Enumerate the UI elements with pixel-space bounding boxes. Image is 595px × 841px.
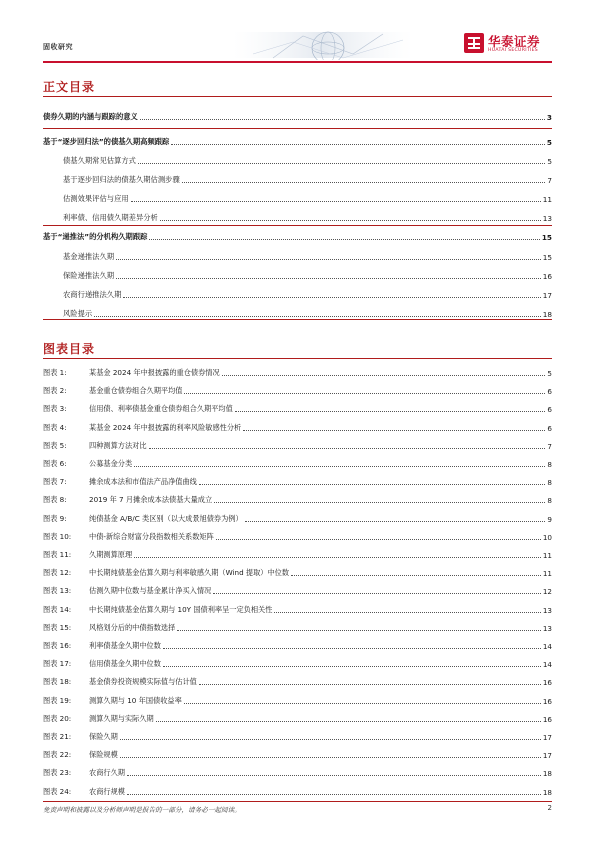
figure-entry-text: 保险规模 <box>89 750 118 760</box>
toc-entry-text: 债基久期常见估算方式 <box>63 156 136 165</box>
report-category-tag: 固收研究 <box>43 43 73 51</box>
figure-dot-leader <box>156 721 541 722</box>
figure-entry-page: 9 <box>547 514 552 524</box>
figure-dot-leader <box>199 684 541 685</box>
toc-dot-leader <box>138 163 545 164</box>
figure-entry-text: 中债-新综合财富分段指数相关系数矩阵 <box>89 531 214 541</box>
toc-entry-page: 18 <box>542 310 552 319</box>
huatai-logo-icon <box>464 33 484 53</box>
toc-dot-leader <box>123 297 540 298</box>
logo-chinese-name: 华泰证券 <box>488 34 541 49</box>
figure-entry-label: 图表 17: <box>43 659 72 669</box>
figure-dot-leader <box>120 757 541 758</box>
disclaimer-note: 免责声明和披露以及分析师声明是报告的一部分，请务必一起阅读。 <box>43 806 241 814</box>
toc-dot-leader <box>131 201 541 202</box>
figure-entry[interactable] <box>43 366 552 378</box>
figure-entry[interactable] <box>43 421 552 433</box>
toc-entry[interactable] <box>43 135 552 147</box>
figure-entry-label: 图表 2: <box>43 386 67 396</box>
figure-dot-leader <box>120 739 541 740</box>
figure-entry-label: 图表 13: <box>43 586 72 596</box>
figure-entry-label: 图表 24: <box>43 786 72 796</box>
figure-entry-label: 图表 22: <box>43 750 72 760</box>
figure-entry-page: 18 <box>542 769 552 779</box>
figure-entry[interactable] <box>43 457 552 469</box>
figure-entry-page: 12 <box>542 587 552 597</box>
figure-entry[interactable] <box>43 785 552 797</box>
figure-entry-label: 图表 4: <box>43 422 67 432</box>
figure-entry-page: 6 <box>547 387 552 397</box>
figure-entry[interactable] <box>43 530 552 542</box>
figure-entry-page: 17 <box>542 751 552 761</box>
figure-entry-page: 16 <box>542 678 552 688</box>
figure-dot-leader <box>134 557 541 558</box>
figure-entry-text: 某基金 2024 年中报披露的重仓债券情况 <box>89 368 220 377</box>
figure-dot-leader <box>216 539 541 540</box>
toc-entry-text: 农商行递推法久期 <box>63 290 122 299</box>
figure-dot-leader <box>222 375 546 376</box>
figure-entry-label: 图表 8: <box>43 495 67 505</box>
figure-dot-leader <box>245 521 546 522</box>
figure-dot-leader <box>235 411 546 412</box>
figure-dot-leader <box>184 393 545 394</box>
figure-entry-page: 8 <box>547 478 552 488</box>
page-header <box>43 28 552 58</box>
figure-entry-page: 6 <box>547 405 552 415</box>
logo-english-name: HUATAI SECURITIES <box>488 48 539 53</box>
figure-entry-page: 10 <box>542 532 552 542</box>
figure-entry[interactable] <box>43 748 552 760</box>
toc-entry[interactable] <box>43 173 552 185</box>
figure-dot-leader <box>127 794 541 795</box>
figure-entry-text: 测算久期与 10 年国债收益率 <box>89 695 182 705</box>
figure-entry-label: 图表 5: <box>43 440 67 450</box>
figure-entry-text: 某基金 2024 年中报披露的利率风险敏感性分析 <box>89 422 242 432</box>
figure-entry-text: 风格划分后的中债指数选择 <box>89 622 176 632</box>
figure-entry-text: 利率债基金久期中位数 <box>89 641 161 650</box>
figure-entry-page: 5 <box>547 369 552 378</box>
toc-entry-text: 保险递推法久期 <box>63 271 115 280</box>
toc-title-divider <box>43 96 552 97</box>
figure-entry[interactable] <box>43 766 552 778</box>
figure-entry[interactable] <box>43 566 552 578</box>
figure-entry[interactable] <box>43 439 552 451</box>
huatai-logo <box>464 32 552 58</box>
toc-entry-page: 15 <box>541 233 552 242</box>
figure-entry-label: 图表 18: <box>43 677 72 687</box>
figure-dot-leader <box>163 666 541 667</box>
toc-entry-page: 5 <box>547 157 552 166</box>
toc-entry[interactable] <box>43 307 552 319</box>
figure-entry-page: 11 <box>542 551 552 560</box>
toc-dot-leader <box>94 316 541 317</box>
figure-dot-leader <box>274 612 540 613</box>
toc-entry-page: 13 <box>542 214 552 223</box>
figure-dot-leader <box>163 648 541 649</box>
figure-dot-leader <box>127 775 541 776</box>
figure-entry-text: 信用债基金久期中位数 <box>89 659 161 669</box>
toc-dot-leader <box>182 182 546 183</box>
figure-dot-leader <box>243 430 545 431</box>
toc-dot-leader <box>116 259 541 260</box>
figure-dot-leader <box>213 593 541 594</box>
figure-entry[interactable] <box>43 475 552 487</box>
header-divider <box>43 61 552 63</box>
figures-title: 图表目录 <box>43 342 96 356</box>
figure-entry-label: 图表 16: <box>43 641 72 650</box>
figure-entry-text: 公募基金分类 <box>89 459 133 468</box>
toc-dot-leader <box>171 144 545 145</box>
figure-entry-text: 摊余成本法和市值法产品净值曲线 <box>89 477 197 487</box>
toc-entry-text: 利率债、信用债久期差异分析 <box>63 213 158 222</box>
toc-entry[interactable] <box>43 230 552 242</box>
toc-entry-page: 3 <box>546 113 552 122</box>
figure-entry-page: 14 <box>542 660 552 670</box>
toc-entry-text: 基于“递推法”的分机构久期跟踪 <box>43 232 148 241</box>
toc-title: 正文目录 <box>43 80 96 94</box>
figure-dot-leader <box>134 466 545 467</box>
toc-entry-page: 11 <box>542 195 552 204</box>
toc-section-divider <box>43 128 552 129</box>
toc-entry-text: 风险提示 <box>63 309 93 318</box>
figure-entry-label: 图表 21: <box>43 732 72 741</box>
figure-entry-label: 图表 23: <box>43 768 72 778</box>
footer-divider <box>43 801 552 802</box>
figure-entry-label: 图表 7: <box>43 477 67 487</box>
figure-entry-text: 测算久期与实际久期 <box>89 713 154 723</box>
toc-section-divider <box>43 319 552 320</box>
toc-entry[interactable] <box>43 269 552 281</box>
figure-entry[interactable] <box>43 694 552 706</box>
toc-section-divider <box>43 225 552 226</box>
toc-entry-text: 基于“逐步回归法”的债基久期高频跟踪 <box>43 137 170 146</box>
toc-dot-leader <box>149 239 539 240</box>
figure-entry-label: 图表 20: <box>43 713 72 723</box>
figures-title-divider <box>43 358 552 359</box>
toc-entry-page: 7 <box>547 176 552 185</box>
figure-entry[interactable] <box>43 639 552 651</box>
figure-entry-page: 18 <box>542 787 552 797</box>
toc-dot-leader <box>140 119 545 120</box>
toc-entry[interactable] <box>43 154 552 166</box>
figure-entry[interactable] <box>43 384 552 396</box>
figure-entry-text: 信用债、利率债基金重仓债券组合久期平均值 <box>89 404 233 414</box>
figure-entry-text: 农商行久期 <box>89 768 125 778</box>
toc-entry-text: 估测效果评估与应用 <box>63 194 129 203</box>
figure-entry-page: 11 <box>542 569 552 579</box>
figure-entry-page: 13 <box>542 623 552 633</box>
figure-entry[interactable] <box>43 730 552 742</box>
figure-entry-text: 中长期纯债基金估算久期与 10Y 国债利率呈一定负相关性 <box>89 604 273 614</box>
figure-entry-text: 保险久期 <box>89 732 118 741</box>
figure-entry-page: 17 <box>542 733 552 742</box>
header-decoration-graphic <box>233 28 413 60</box>
toc-entry-text: 基于逐步回归法的债基久期估测步骤 <box>63 175 180 184</box>
figure-entry-text: 2019 年 7 月摊余成本法债基大量成立 <box>89 495 213 505</box>
figure-entry-text: 估测久期中位数与基金累计净买入情况 <box>89 586 212 596</box>
figure-entry-page: 16 <box>542 714 552 724</box>
figure-entry-text: 基金债券投资规模实际值与估计值 <box>89 677 197 687</box>
figure-dot-leader <box>199 484 546 485</box>
figure-entry-page: 14 <box>542 642 552 651</box>
toc-entry[interactable] <box>43 250 552 262</box>
figure-entry-text: 农商行规模 <box>89 786 125 796</box>
figure-entry-label: 图表 14: <box>43 604 72 614</box>
figure-dot-leader <box>184 703 541 704</box>
figure-entry-text: 基金重仓债券组合久期平均值 <box>89 386 183 396</box>
figure-entry[interactable] <box>43 712 552 724</box>
figure-entry-page: 16 <box>542 696 552 706</box>
toc-entry[interactable] <box>43 288 552 300</box>
toc-entry-page: 15 <box>542 253 552 262</box>
figure-dot-leader <box>177 630 541 631</box>
figure-dot-leader <box>214 502 545 503</box>
figure-entry-page: 8 <box>547 496 552 506</box>
figure-dot-leader <box>291 575 541 576</box>
figure-entry[interactable] <box>43 512 552 524</box>
figure-entry-label: 图表 9: <box>43 513 67 523</box>
figure-entry-page: 13 <box>542 605 552 615</box>
figure-entry[interactable] <box>43 603 552 615</box>
figure-entry-text: 中长期纯债基金估算久期与利率敏感久期（Wind 提取）中位数 <box>89 568 290 578</box>
figure-entry-label: 图表 11: <box>43 550 72 559</box>
figure-entry[interactable] <box>43 657 552 669</box>
toc-entry-text: 债券久期的内涵与跟踪的意义 <box>43 112 138 121</box>
figure-entry[interactable] <box>43 402 552 414</box>
figure-entry-text: 久期测算原理 <box>89 550 133 559</box>
figure-entry[interactable] <box>43 584 552 596</box>
toc-entry[interactable] <box>43 110 552 122</box>
toc-dot-leader <box>160 220 541 221</box>
toc-entry-page: 5 <box>546 138 552 147</box>
figure-entry-page: 6 <box>547 423 552 433</box>
figure-entry-label: 图表 10: <box>43 531 72 541</box>
figure-entry-label: 图表 12: <box>43 568 72 578</box>
toc-entry-page: 17 <box>542 291 552 300</box>
figure-entry-text: 四种测算方法对比 <box>89 440 147 450</box>
toc-entry[interactable] <box>43 192 552 204</box>
figure-entry[interactable] <box>43 548 552 560</box>
figure-entry-text: 纯债基金 A/B/C 类区别（以大成景旭债券为例） <box>89 513 243 523</box>
figure-entry-label: 图表 6: <box>43 459 67 468</box>
page-number: 2 <box>547 804 552 812</box>
figure-entry[interactable] <box>43 675 552 687</box>
figure-entry-label: 图表 15: <box>43 622 72 632</box>
figure-entry[interactable] <box>43 621 552 633</box>
figure-entry-page: 8 <box>547 460 552 469</box>
figure-entry[interactable] <box>43 493 552 505</box>
toc-entry[interactable] <box>43 211 552 223</box>
figure-dot-leader <box>149 448 546 449</box>
figure-entry-label: 图表 1: <box>43 368 67 377</box>
figure-entry-label: 图表 3: <box>43 404 67 414</box>
figure-entry-label: 图表 19: <box>43 695 72 705</box>
toc-entry-page: 16 <box>542 272 552 281</box>
toc-dot-leader <box>116 278 541 279</box>
toc-entry-text: 基金递推法久期 <box>63 252 115 261</box>
figure-entry-page: 7 <box>547 441 552 451</box>
